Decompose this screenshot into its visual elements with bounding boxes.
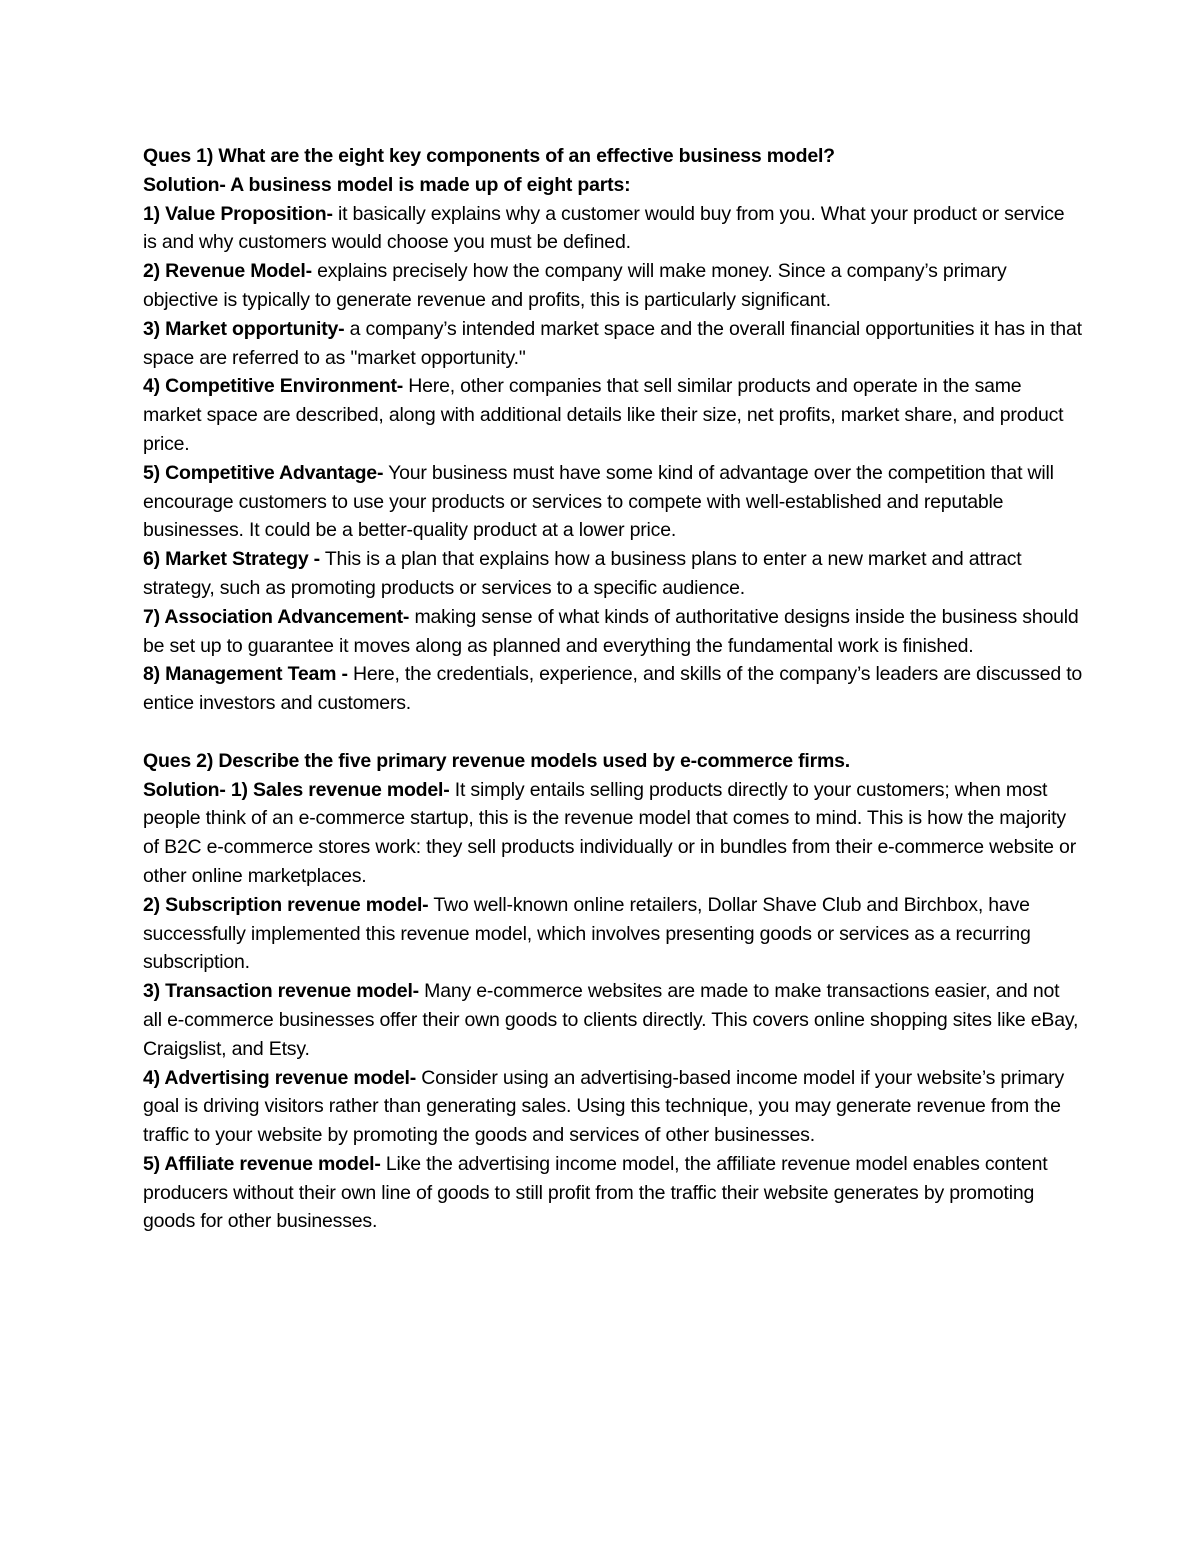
q1-item-1-text: it basically explains why a customer would buy from you. What your product or service is and why customers would choose you must be defined. bbox=[143, 202, 1065, 254]
q2-item-3-text: Many e-commerce websites are made to make transactions easier, and not all e-commerce businesses offer their own goods to clients directly. This covers online shopping sites like eBay, Craigslist, and Etsy. bbox=[143, 980, 1079, 1060]
q2-item-5 bbox=[143, 1150, 1083, 1236]
q1-item-4-text: Here, other companies that sell similar products and operate in the same market space are described, along with additional details like their size, net profits, market share, and product price. bbox=[143, 375, 1064, 455]
q1-item-4 bbox=[143, 372, 1083, 458]
q1-item-3 bbox=[143, 315, 1083, 373]
question-2-heading: Ques 2) Describe the five primary revenue models used by e-commerce firms. bbox=[143, 749, 850, 772]
q2-item-3 bbox=[143, 977, 1083, 1063]
q1-item-8 bbox=[143, 660, 1083, 718]
q1-item-5-text: Your business must have some kind of advantage over the competition that will encourage customers to use your products or services to compete with well-established and reputable businesses. It could be a better-quality product at a lower price. bbox=[143, 461, 1054, 542]
q1-item-2 bbox=[143, 257, 1083, 315]
q1-item-7-label: 7) Association Advancement- bbox=[143, 605, 410, 628]
q2-item-2 bbox=[143, 891, 1083, 977]
q1-item-6-label: 6) Market Strategy - bbox=[143, 548, 320, 571]
q1-item-5-label: 5) Competitive Advantage- bbox=[143, 461, 384, 484]
q2-item-3-label: 3) Transaction revenue model- bbox=[143, 980, 419, 1003]
q2-item-5-text: Like the advertising income model, the affiliate revenue model enables content producers without their own line of goods to still profit from the traffic their website generates by promoting goods for other businesses. bbox=[143, 1152, 1048, 1233]
q1-item-1-label: 1) Value Proposition- bbox=[143, 202, 333, 225]
q2-item-2-label: 2) Subscription revenue model- bbox=[143, 893, 429, 916]
q2-item-4-label: 4) Advertising revenue model- bbox=[143, 1066, 417, 1089]
q1-item-6 bbox=[143, 545, 1083, 603]
q1-item-7-text: making sense of what kinds of authoritative designs inside the business should be set up to guarantee it moves along as planned and everything the fundamental work is finished. bbox=[143, 605, 1079, 657]
document-body bbox=[143, 142, 1083, 1236]
question-1-intro: Solution- A business model is made up of eight parts: bbox=[143, 173, 631, 196]
q1-item-2-label: 2) Revenue Model- bbox=[143, 260, 312, 283]
q1-item-1 bbox=[143, 200, 1083, 258]
q1-item-7 bbox=[143, 603, 1083, 661]
q1-item-5 bbox=[143, 459, 1083, 545]
q1-item-4-label: 4) Competitive Environment- bbox=[143, 375, 404, 398]
q2-item-1-label: Solution- 1) Sales revenue model- bbox=[143, 778, 450, 801]
q1-item-3-text: a company’s intended market space and the overall financial opportunities it has in that space are referred to as "market opportunity." bbox=[143, 317, 1082, 369]
q1-item-8-label: 8) Management Team - bbox=[143, 663, 348, 686]
q2-item-2-text: Two well-known online retailers, Dollar Shave Club and Birchbox, have successfully implemented this revenue model, which involves presenting goods or services as a recurring subscription. bbox=[143, 893, 1031, 974]
q2-item-4 bbox=[143, 1064, 1083, 1150]
q1-item-3-label: 3) Market opportunity- bbox=[143, 317, 345, 340]
question-1-heading: Ques 1) What are the eight key components of an effective business model? bbox=[143, 145, 835, 167]
q2-item-1-text: It simply entails selling products directly to your customers; when most people think of an e-commerce startup, this is the revenue model that comes to mind. This is how the majority of B2C e-commerce stores work: they sell products individually or in bundles from their e-commerce website or other online marketplaces. bbox=[143, 778, 1076, 887]
q1-item-6-text: This is a plan that explains how a business plans to enter a new market and attract strategy, such as promoting products or services to a specific audience. bbox=[143, 548, 1022, 599]
q2-item-1 bbox=[143, 776, 1083, 891]
q2-item-5-label: 5) Affiliate revenue model- bbox=[143, 1152, 381, 1175]
q1-item-8-text: Here, the credentials, experience, and skills of the company’s leaders are discussed to entice investors and customers. bbox=[143, 663, 1083, 715]
q2-item-4-text: Consider using an advertising-based income model if your website’s primary goal is driving visitors rather than generating sales. Using this technique, you may generate revenue from the traffic to your website by promoting the goods and services of other businesses. bbox=[143, 1066, 1064, 1147]
q1-item-2-text: explains precisely how the company will make money. Since a company’s primary objective is typically to generate revenue and profits, this is particularly significant. bbox=[143, 260, 1007, 311]
paragraph-spacer bbox=[143, 718, 1083, 747]
